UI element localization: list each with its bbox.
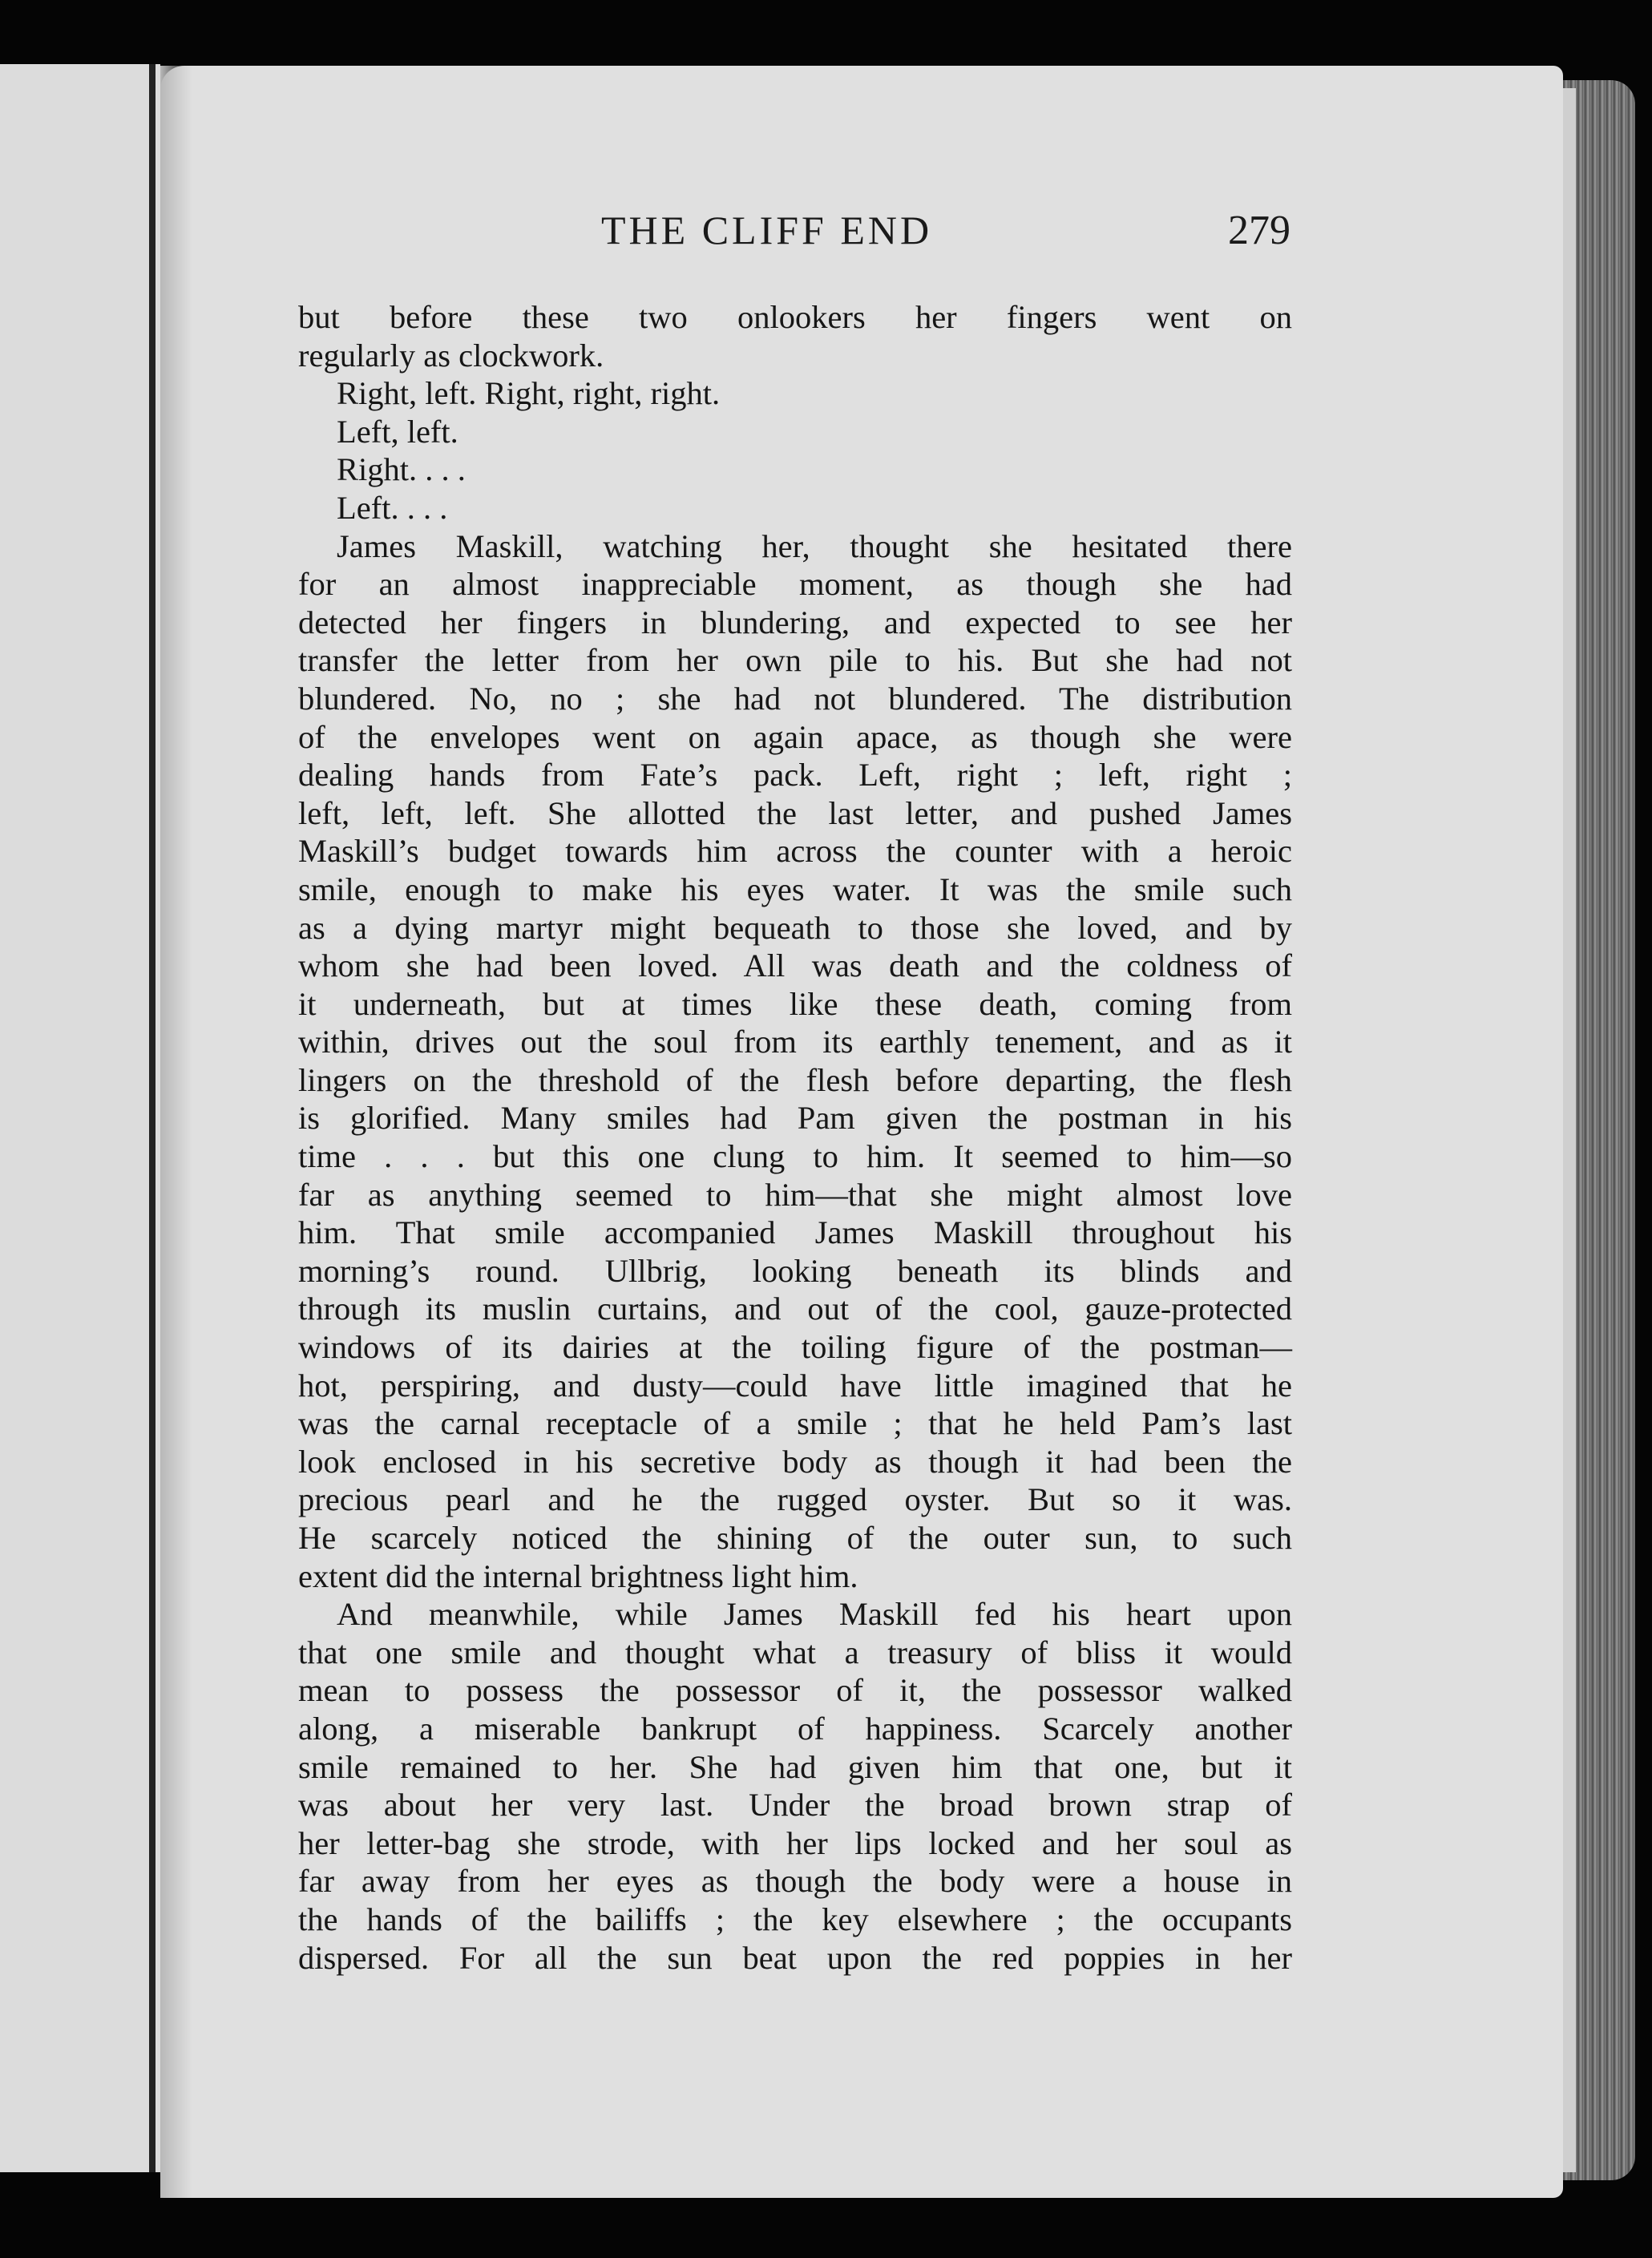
- text-line: smile, enough to make his eyes water. It was the smile such: [298, 870, 1292, 907]
- text-line: hot, perspiring, and dusty—could have little imagined that he: [298, 1367, 1292, 1404]
- text-line: far away from her eyes as though the body were a house in: [298, 1863, 1292, 1900]
- text-line: extent did the internal brightness light him.: [298, 1557, 858, 1594]
- text-line: Left, left.: [337, 413, 458, 450]
- text-line: lingers on the threshold of the flesh before departing, the flesh: [298, 1061, 1292, 1098]
- text-line: it underneath, but at times like these death, coming from: [298, 985, 1292, 1022]
- facing-page-edge: [0, 64, 160, 2172]
- text-line: left, left, left. She allotted the last letter, and pushed James: [298, 794, 1292, 831]
- text-line: He scarcely noticed the shining of the outer sun, to such: [298, 1520, 1292, 1556]
- text-line: precious pearl and he the rugged oyster. But so it was.: [298, 1481, 1292, 1518]
- text-line: dealing hands from Fate’s pack. Left, right ; left, right ;: [298, 757, 1292, 794]
- text-line: was the carnal receptacle of a smile ; that he held Pam’s last: [298, 1405, 1292, 1442]
- text-line: that one smile and thought what a treasury of bliss it would: [298, 1634, 1292, 1670]
- text-line: whom she had been loved. All was death and the coldness of: [298, 947, 1292, 984]
- body-text: [298, 298, 1292, 1977]
- running-title: THE CLIFF END: [601, 208, 933, 252]
- page-number: 279: [1228, 208, 1290, 253]
- spine-shadow: [160, 66, 192, 2198]
- gutter-line: [149, 64, 156, 2172]
- text-line: but before these two onlookers her fingers went on: [298, 299, 1292, 335]
- text-line: And meanwhile, while James Maskill fed his heart upon: [337, 1596, 1292, 1633]
- text-line: the hands of the bailiffs ; the key elsewhere ; the occupants: [298, 1901, 1292, 1937]
- text-line: him. That smile accompanied James Maskill throughout his: [298, 1214, 1292, 1251]
- text-line: regularly as clockwork.: [298, 337, 604, 374]
- text-line: within, drives out the soul from its earthly tenement, and as it: [298, 1024, 1292, 1060]
- text-line: along, a miserable bankrupt of happiness. Scarcely another: [298, 1710, 1292, 1747]
- text-line: detected her fingers in blundering, and expected to see her: [298, 604, 1292, 640]
- text-line: for an almost inappreciable moment, as though she had: [298, 566, 1292, 603]
- text-line: Right. . . .: [337, 451, 466, 488]
- text-line: mean to possess the possessor of it, the possessor walked: [298, 1672, 1292, 1709]
- text-line: smile remained to her. She had given him that one, but it: [298, 1748, 1292, 1785]
- text-line: windows of its dairies at the toiling figure of the postman—: [298, 1329, 1292, 1366]
- running-head: [297, 207, 1290, 263]
- text-line: was about her very last. Under the broad brown strap of: [298, 1787, 1292, 1824]
- text-line: blundered. No, no ; she had not blundered. The distribution: [298, 680, 1292, 717]
- text-line: her letter-bag she strode, with her lips locked and her soul as: [298, 1824, 1292, 1861]
- text-line: far as anything seemed to him—that she might almost love: [298, 1176, 1292, 1213]
- text-line: as a dying martyr might bequeath to those she loved, and by: [298, 909, 1292, 946]
- text-line: time . . . but this one clung to him. It seemed to him—so: [298, 1138, 1292, 1175]
- text-line: Left. . . .: [337, 489, 448, 526]
- text-line: transfer the letter from her own pile to his. But she had not: [298, 642, 1292, 679]
- text-line: Right, left. Right, right, right.: [337, 375, 721, 412]
- text-line: through its muslin curtains, and out of the cool, gauze-protected: [298, 1291, 1292, 1327]
- text-line: of the envelopes went on again apace, as though she were: [298, 718, 1292, 755]
- text-line: dispersed. For all the sun beat upon the red poppies in her: [298, 1939, 1292, 1976]
- text-line: look enclosed in his secretive body as though it had been the: [298, 1443, 1292, 1480]
- text-line: morning’s round. Ullbrig, looking beneath its blinds and: [298, 1252, 1292, 1289]
- text-line: Maskill’s budget towards him across the counter with a heroic: [298, 833, 1292, 870]
- text-line: is glorified. Many smiles had Pam given the postman in his: [298, 1100, 1292, 1137]
- text-line: James Maskill, watching her, thought she hesitated there: [337, 527, 1292, 564]
